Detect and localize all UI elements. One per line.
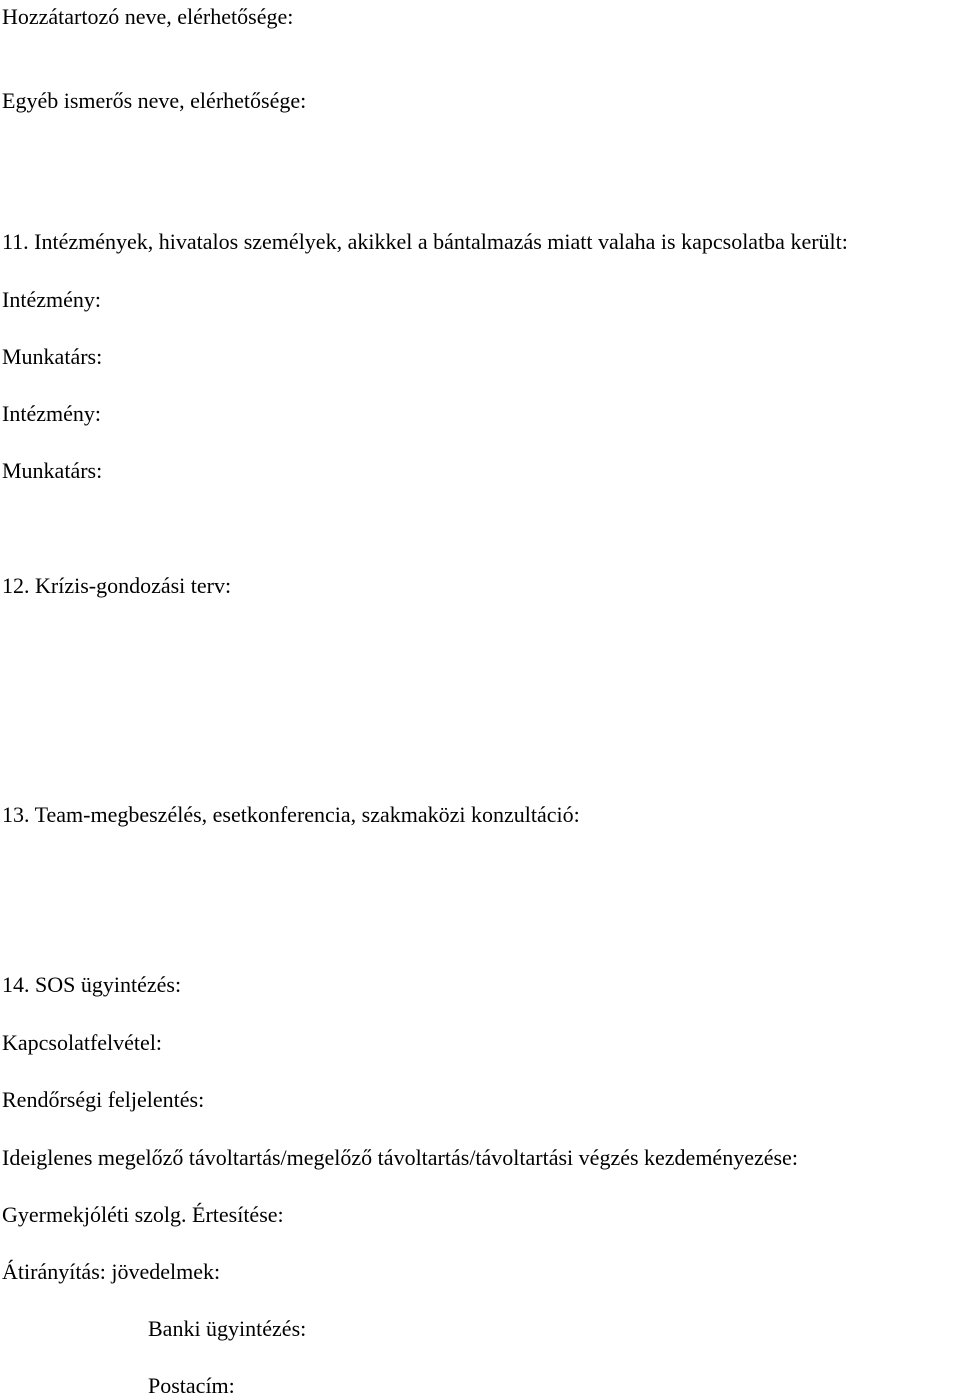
institution-label: Intézmény: — [2, 401, 101, 426]
bank-affairs-label: Banki ügyintézés: — [148, 1316, 307, 1341]
acquaintance-contact-label: Egyéb ismerős neve, elérhetősége: — [2, 88, 307, 113]
relative-contact-label: Hozzátartozó neve, elérhetősége: — [2, 4, 294, 29]
child-welfare-notification-label: Gyermekjóléti szolg. Értesítése: — [2, 1202, 284, 1227]
section-11-heading: 11. Intézmények, hivatalos személyek, akikkel a bántalmazás miatt valaha is kapcsolatba került: — [2, 229, 848, 254]
section-14-heading: 14. SOS ügyintézés: — [2, 972, 182, 997]
police-report-label: Rendőrségi feljelentés: — [2, 1087, 205, 1112]
institution-label: Intézmény: — [2, 287, 101, 312]
income-redirection-label: Átirányítás: jövedelmek: — [2, 1259, 221, 1284]
staff-member-label: Munkatárs: — [2, 458, 103, 483]
postal-address-label: Postacím: — [148, 1373, 235, 1398]
section-12-heading: 12. Krízis-gondozási terv: — [2, 573, 232, 598]
restraining-order-label: Ideiglenes megelőző távoltartás/megelőző távoltartás/távoltartási végzés kezdeményezése: — [2, 1145, 798, 1170]
section-13-heading: 13. Team-megbeszélés, esetkonferencia, szakmaközi konzultáció: — [2, 802, 580, 827]
contact-initiation-label: Kapcsolatfelvétel: — [2, 1030, 163, 1055]
staff-member-label: Munkatárs: — [2, 344, 103, 369]
